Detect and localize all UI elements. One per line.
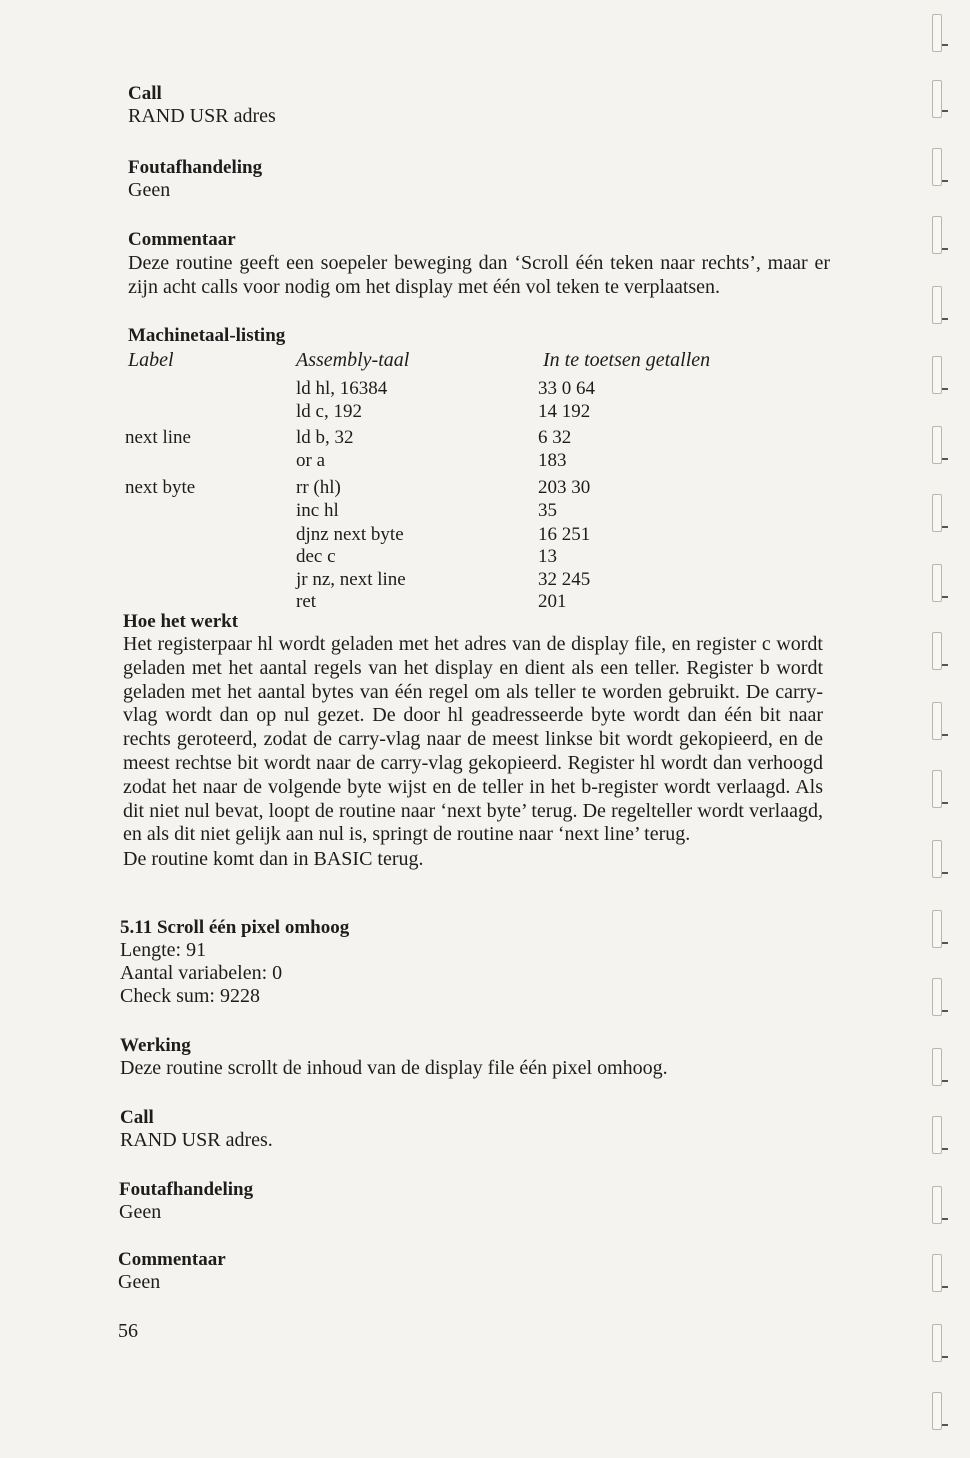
row-assembly: ret [296,591,317,612]
listing-row [128,545,828,568]
listing-row [128,499,828,522]
column-header-numbers: In te toetsen getallen [543,349,711,371]
section-title: 5.11 Scroll één pixel omhoog [120,917,350,938]
section-listing [125,324,828,614]
row-label: next byte [125,477,196,498]
section-text: Geen [118,1271,161,1293]
row-numbers: 203 30 [538,477,591,498]
listing-column-headers [128,348,828,374]
row-assembly: rr (hl) [296,477,341,498]
row-assembly: djnz next byte [296,524,404,545]
row-numbers: 13 [538,546,557,567]
row-numbers: 183 [538,450,567,471]
row-numbers: 33 0 64 [538,378,595,399]
binder-holes [928,10,942,1450]
section-commentaar-2 [118,1248,818,1294]
section-call [128,82,828,128]
section-foutafhandeling [128,156,828,202]
section-heading: Call [120,1107,154,1128]
section-heading: Commentaar [128,229,236,250]
section-heading: Foutafhandeling [128,157,263,178]
section-text: RAND USR adres. [120,1129,273,1151]
listing-row [125,476,828,499]
listing-row [128,523,828,546]
row-assembly: dec c [296,546,336,567]
section-commentaar [128,228,830,299]
section-foutafhandeling-2 [119,1178,819,1224]
row-numbers: 35 [538,500,557,521]
row-numbers: 201 [538,591,567,612]
section-5-11 [120,916,820,1008]
listing-row [125,426,828,449]
listing-heading: Machinetaal-listing [128,325,286,346]
section-text: Het registerpaar hl wordt geladen met het adres van de display file, en register c wordt geladen met het aantal regels van het display en dient als een teller. Register b wordt geladen met het aantal bytes van één regel om als teller te worden gebruikt. De carry-vlag wordt dan op nul gezet. De door hl geadresseerde byte wordt dan één bit naar rechts geroteerd, zodat de carry-vlag naar de meest linkse bit wordt gekopieerd, en de meest rechtse bit wordt naar de carry-vlag gekopieerd. Register hl wordt dan verhoogd zodat het naar de volgende byte wijst en de teller in het b-register wordt verlaagd. Als dit niet nul bevat, loopt de routine naar ‘next byte’ terug. De regelteller wordt verlaagd, en als dit niet gelijk aan nul is, springt de routine naar ‘next line’ terug. [123,633,823,846]
variables-line: Aantal variabelen: 0 [120,962,283,984]
row-assembly: inc hl [296,500,339,521]
section-heading: Werking [120,1035,191,1056]
row-assembly: jr nz, next line [296,569,406,590]
section-heading: Hoe het werkt [123,611,239,632]
listing-row [128,568,828,591]
column-header-label: Label [128,349,174,371]
section-heading: Foutafhandeling [119,1179,254,1200]
row-assembly: ld c, 192 [296,401,362,422]
row-assembly: or a [296,450,326,471]
section-werking [120,1034,820,1080]
page-number: 56 [118,1320,138,1342]
section-call-2 [120,1106,820,1152]
section-hoe-het-werkt [123,610,823,871]
length-line: Lengte: 91 [120,939,207,961]
section-text: Deze routine geeft een soepeler beweging dan ‘Scroll één teken naar rechts’, maar er zijn acht calls voor nodig om het display met één vol teken te verplaatsen. [128,252,830,298]
section-text-closing: De routine komt dan in BASIC terug. [123,848,424,871]
section-text: Geen [119,1201,162,1223]
listing-row [128,377,828,400]
row-numbers: 14 192 [538,401,591,422]
row-numbers: 32 245 [538,569,591,590]
section-heading: Commentaar [118,1249,226,1270]
section-text: RAND USR adres [128,105,276,127]
listing-row [128,400,828,423]
section-text: Deze routine scrollt de inhoud van de display file één pixel omhoog. [120,1057,668,1079]
column-header-assembly: Assembly-taal [296,349,410,371]
row-label: next line [125,427,191,448]
listing-row [128,449,828,472]
row-assembly: ld b, 32 [296,427,354,448]
row-numbers: 16 251 [538,524,591,545]
section-heading: Call [128,83,162,104]
row-numbers: 6 32 [538,427,572,448]
row-assembly: ld hl, 16384 [296,378,388,399]
section-text: Geen [128,179,171,201]
checksum-line: Check sum: 9228 [120,985,260,1007]
